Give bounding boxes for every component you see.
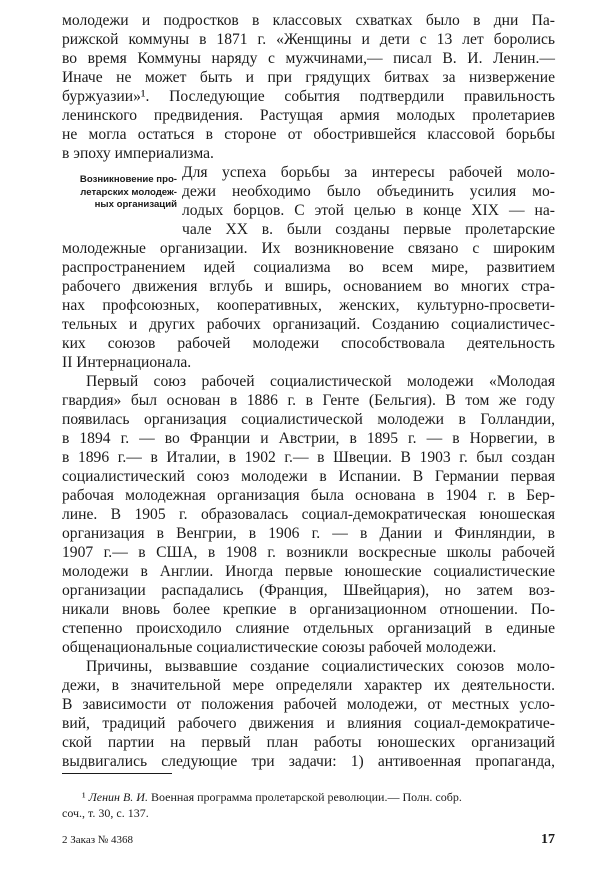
side-heading-line: ных организаций [94, 199, 177, 210]
text-line: ленинского предвидения. Растущая армия молодых пролетариев [62, 107, 555, 124]
text-line: появилась организация социалистической молодежи в Голландии, [62, 411, 555, 428]
footnote-marker: ¹ [82, 790, 86, 804]
text-line: лине. В 1905 г. образовалась социал-демократическая юношеская [62, 506, 555, 523]
text-line: дежи, в значительной мере определяли характер их деятельности. [62, 677, 555, 694]
text-line: в эпоху империализма. [62, 145, 214, 162]
footnote-text: Военная программа пролетарской революции.— Полн. собр. [147, 790, 462, 804]
text-line: рижской коммуны в 1871 г. «Женщины и дети с 13 лет боролись [62, 31, 555, 48]
text-line: степенно происходило слияние отдельных организаций в единые [62, 620, 555, 637]
printer-signature: 2 Заказ № 4368 [62, 834, 134, 846]
text-line: нах профсоюзных, кооперативных, женских, культурно-просвети- [62, 297, 555, 314]
footnote-line [62, 790, 462, 805]
text-line: не могла остаться в стороне от обострившейся классовой борьбы [62, 126, 555, 143]
text-line: Для успеха борьбы за интересы рабочей моло- [182, 164, 555, 181]
text-line: 1907 г.— в США, в 1908 г. возникли воскресные школы рабочей [62, 544, 555, 561]
text-line: тельных и других рабочих организаций. Созданию социалистичес- [62, 316, 555, 333]
text-line: ких союзов рабочей молодежи способствовала деятельность [62, 335, 555, 352]
text-line: в 1894 г. — во Франции и Австрии, в 1895 г. — в Норвегии, в [62, 430, 555, 447]
text-line: никали вновь более крепкие в организационном отношении. По- [62, 601, 555, 618]
text-line: дежи необходимо было объединить усилия мо- [182, 183, 555, 200]
text-line: Причины, вызвавшие создание социалистических союзов моло- [86, 658, 555, 675]
text-line: ской партии на первый план работы юношеских организаций [62, 734, 555, 751]
side-heading [62, 174, 177, 212]
side-heading-line: летарских молодеж- [80, 186, 177, 198]
text-line: молодежи в Англии. Иногда первые юношеские социалистические [62, 563, 555, 580]
text-line: социалистический союз молодежи в Испании. В Германии первая [62, 468, 555, 485]
text-line: буржуазии»¹. Последующие события подтвердили правильность [62, 88, 555, 105]
page-number: 17 [541, 832, 555, 847]
text-line: организации распадались (Франция, Швейцария), но затем воз- [62, 582, 555, 599]
text-line: вий, традиций рабочего движения и влияния социал-демократиче- [62, 715, 555, 732]
text-line: молодежные организации. Их возникновение связано с широким [62, 240, 555, 257]
text-line: II Интернационала. [62, 354, 192, 371]
text-line: молодежи и подростков в классовых схватках было в дни Па- [62, 12, 555, 29]
text-line: гвардия» был основан в 1886 г. в Генте (Бельгия). В том же году [62, 392, 555, 409]
text-line: выдвигались следующие три задачи: 1) антивоенная пропаганда, [62, 753, 555, 770]
text-line: во время Коммуны наряду с мужчинами,— писал В. И. Ленин.— [62, 50, 555, 67]
text-line: Иначе не может быть и при грядущих битвах за низвержение [62, 69, 555, 86]
text-line: чале XX в. были созданы первые пролетарские [182, 221, 555, 238]
footnote-line: соч., т. 30, с. 137. [62, 806, 149, 820]
side-heading-line: Возникновение про- [79, 174, 177, 185]
text-line: организация в Венгрии, в 1906 г. — в Дании и Финляндии, в [62, 525, 555, 542]
footnote-separator [62, 773, 172, 774]
text-line: общенациональные социалистические союзы рабочей молодежи. [62, 639, 497, 656]
text-line: лодых борцов. С этой целью в конце XIX — на- [182, 202, 555, 219]
text-line: рабочего движения вглубь и вширь, основанием во многих стра- [62, 278, 555, 295]
footnote-author: Ленин В. И. [88, 790, 148, 804]
text-line: Первый союз рабочей социалистической молодежи «Молодая [86, 373, 555, 390]
text-line: распространением идей социализма во всем мире, развитием [62, 259, 555, 276]
text-line: В зависимости от положения рабочей молодежи, от местных усло- [62, 696, 555, 713]
text-line: рабочая молодежная организация была основана в 1904 г. в Бер- [62, 487, 555, 504]
text-line: в 1896 г.— в Италии, в 1902 г.— в Швеции. В 1903 г. был создан [62, 449, 555, 466]
